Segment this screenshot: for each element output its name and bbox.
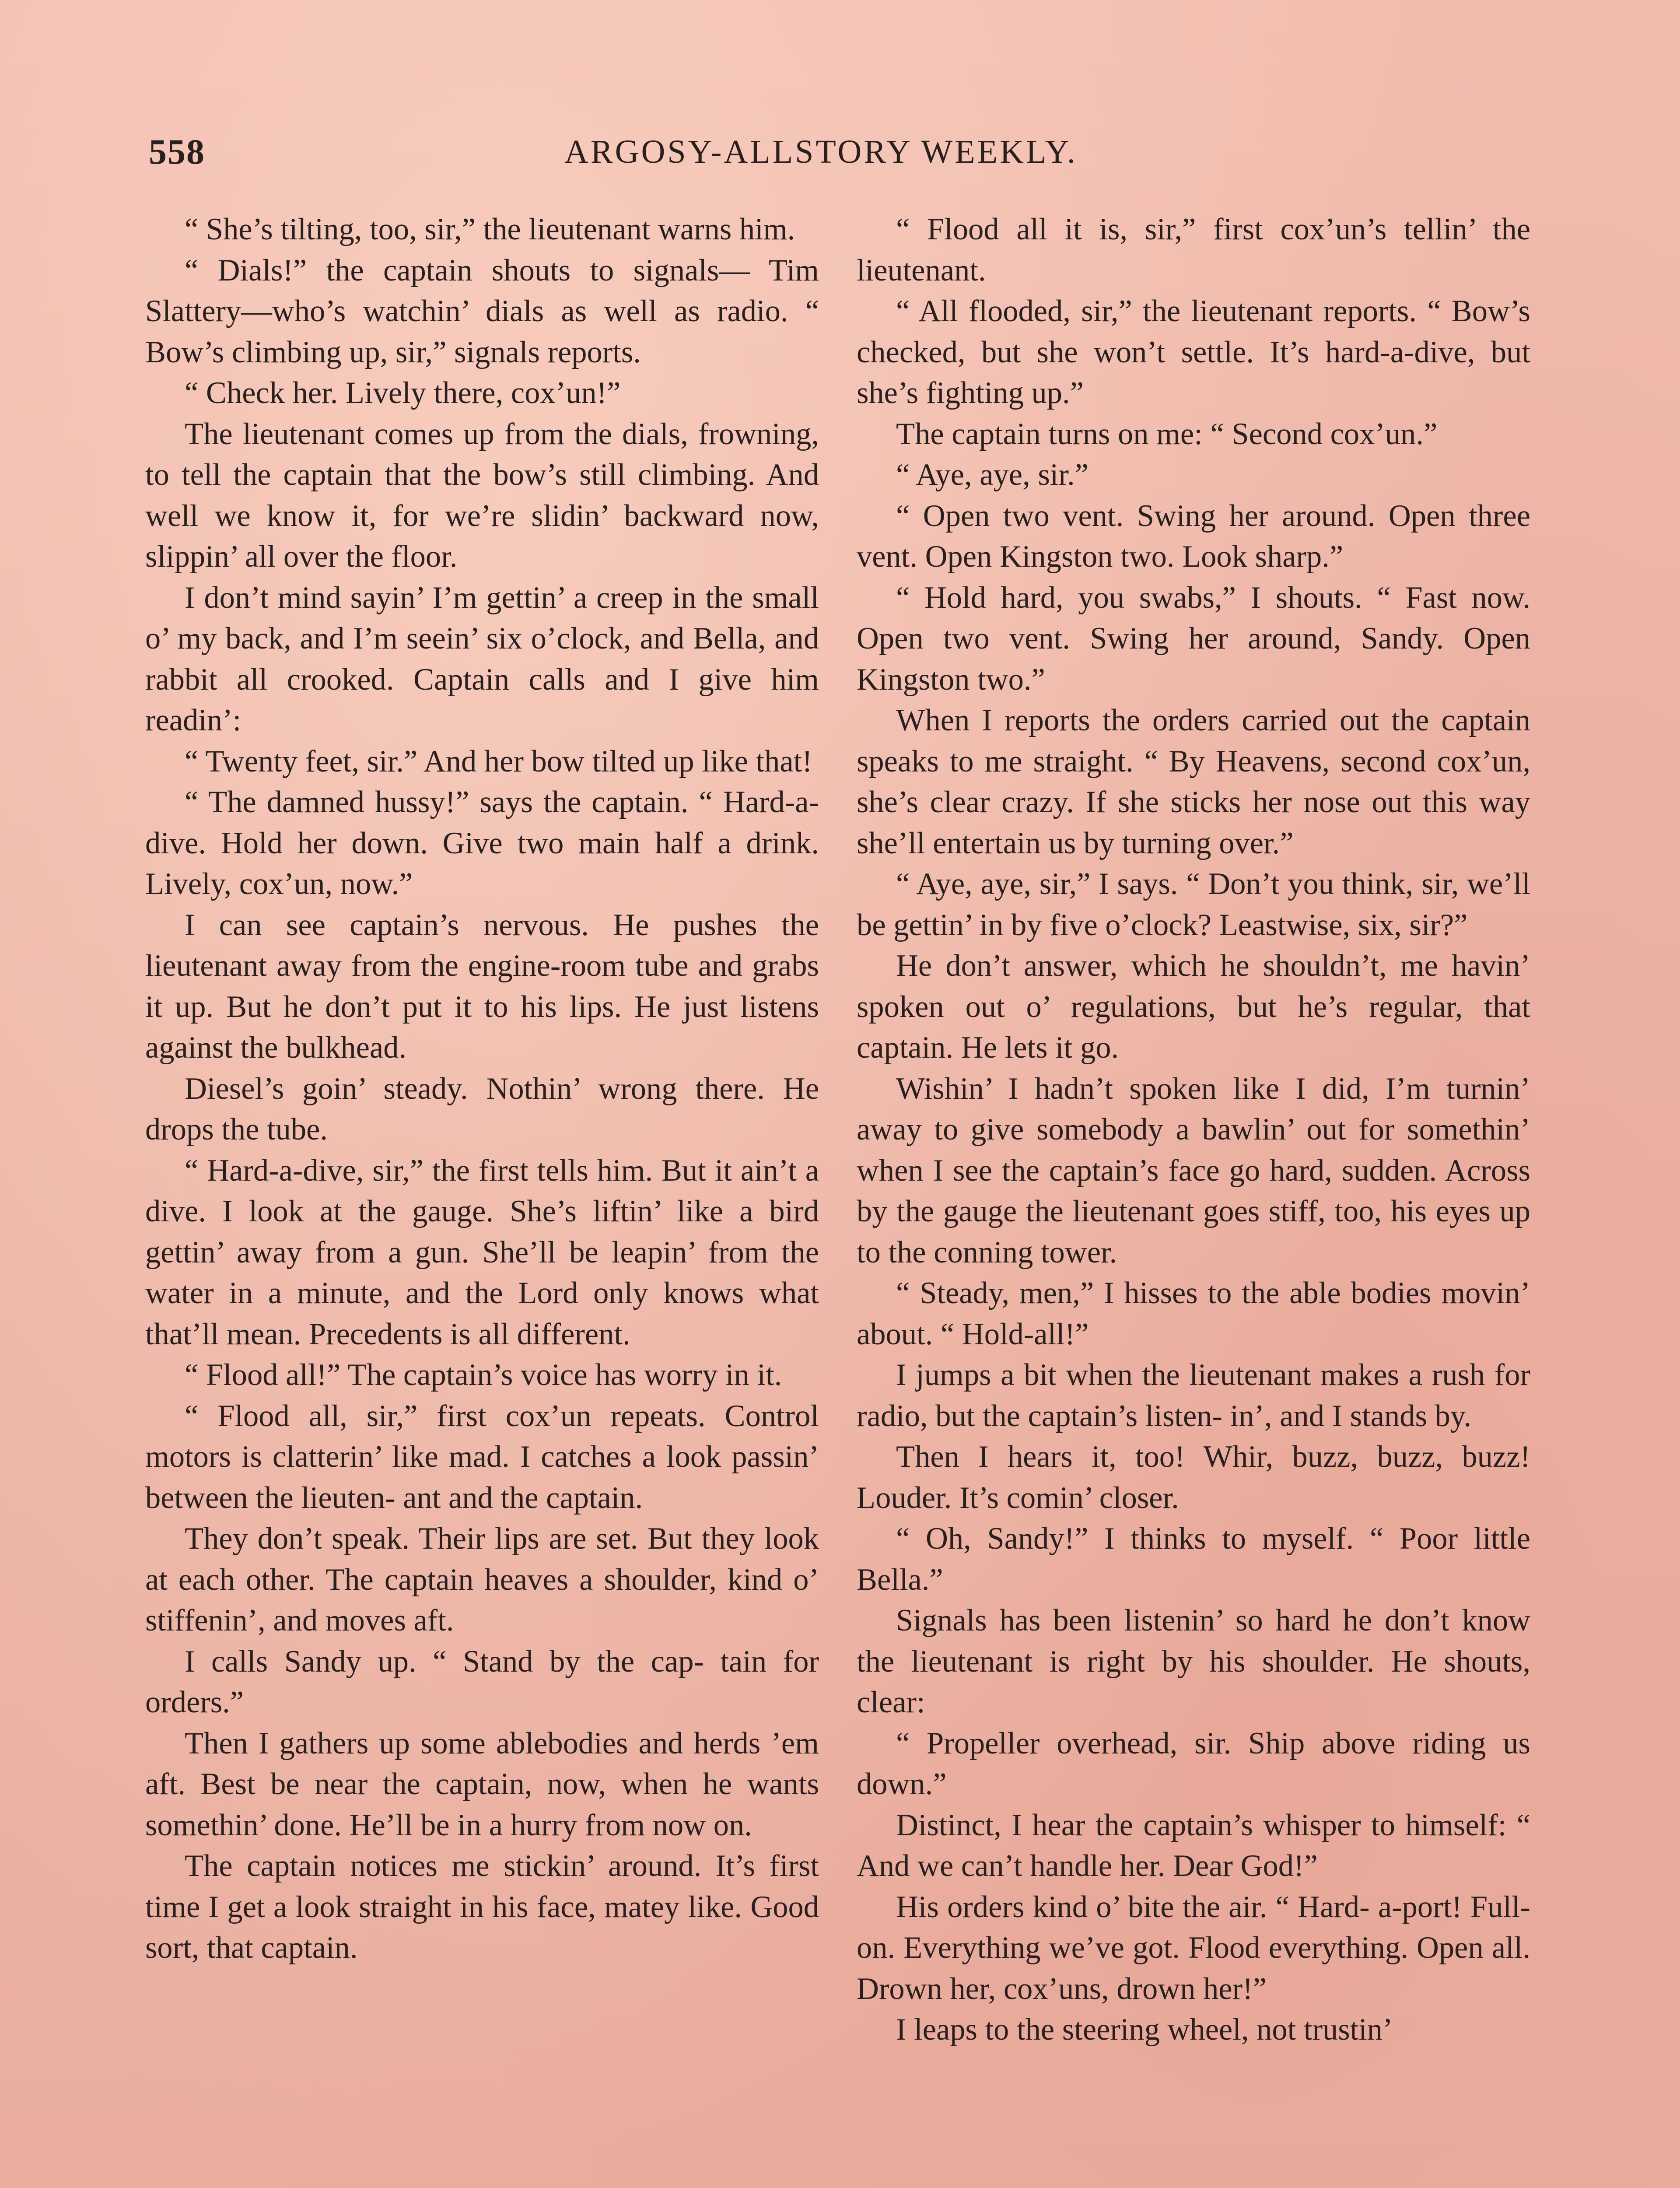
paragraph: “ Steady, men,” I hisses to the able bodies movin’ about. “ Hold-all!” [857,1276,1530,1351]
paragraph: “ Flood all it is, sir,” first cox’un’s tellin’ the lieutenant. [857,212,1530,288]
paragraph: “ Aye, aye, sir.” [896,458,1088,492]
paragraph: I can see captain’s nervous. He pushes the lieutenant away from the engine-room tube and grabs it up. But he don’t put it to his lips. He just listens against the bulkhead. [145,908,819,1065]
paragraph: “ Propeller overhead, sir. Ship above riding us down.” [857,1726,1530,1801]
paragraph: Distinct, I hear the captain’s whisper to himself: “ And we can’t handle her. Dear God!” [857,1808,1530,1883]
paragraph: I calls Sandy up. “ Stand by the cap- tain for orders.” [145,1644,819,1719]
paragraph: The lieutenant comes up from the dials, frowning, to tell the captain that the bow’s still climbing. And well we know it, for we’re slidin’ backward now, slippin’ all over the floor. [145,417,819,574]
paragraph: Diesel’s goin’ steady. Nothin’ wrong there. He drops the tube. [145,1071,819,1147]
paragraph: Wishin’ I hadn’t spoken like I did, I’m turnin’ away to give somebody a bawlin’ out for somethin’ when I see the captain’s face go hard, sudden. Across by the gauge the lieutenant goes stiff, too, his eyes up to the conning tower. [857,1071,1530,1269]
paragraph: “ The damned hussy!” says the captain. “ Hard-a-dive. Hold her down. Give two main half a drink. Lively, cox’un, now.” [145,785,819,901]
paragraph: “ Oh, Sandy!” I thinks to myself. “ Poor little Bella.” [857,1522,1530,1597]
paragraph: “ Twenty feet, sir.” And her bow tilted up like that! [185,744,812,778]
paragraph: “ She’s tilting, too, sir,” the lieutenant warns him. [185,212,795,246]
right-column [857,209,1530,2051]
paragraph: I leaps to the steering wheel, not trustin’ [896,2013,1393,2047]
paragraph: “ Hold hard, you swabs,” I shouts. “ Fast now. Open two vent. Swing her around, Sandy. Open Kingston two.” [857,580,1530,697]
paragraph: When I reports the orders carried out the captain speaks to me straight. “ By Heavens, second cox’un, she’s clear crazy. If she sticks her nose out this way she’ll entertain us by turning over.” [857,703,1530,860]
page-header [149,131,1562,184]
running-title: ARGOSY-ALLSTORY WEEKLY. [564,133,1078,170]
paragraph: The captain turns on me: “ Second cox’un.” [896,417,1438,451]
left-column [145,209,819,1969]
page-number: 558 [149,132,205,172]
paragraph: “ Dials!” the captain shouts to signals— Tim Slattery—who’s watchin’ dials as well as radio. “ Bow’s climbing up, sir,” signals reports. [145,253,819,369]
paragraph: He don’t answer, which he shouldn’t, me havin’ spoken out o’ regulations, but he’s regular, that captain. He lets it go. [857,949,1530,1065]
paragraph: “ All flooded, sir,” the lieutenant reports. “ Bow’s checked, but she won’t settle. It’s hard-a-dive, but she’s fighting up.” [857,294,1530,410]
paragraph: I don’t mind sayin’ I’m gettin’ a creep in the small o’ my back, and I’m seein’ six o’clock, and Bella, and rabbit all crooked. Captain calls and I give him readin’: [145,580,819,737]
paragraph: “ Flood all!” The captain’s voice has worry in it. [185,1358,782,1392]
paragraph: His orders kind o’ bite the air. “ Hard- a-port! Full-on. Everything we’ve got. Flood everything. Open all. Drown her, cox’uns, drown her!” [857,1890,1530,2006]
paragraph: “ Hard-a-dive, sir,” the first tells him. But it ain’t a dive. I look at the gauge. She’s liftin’ like a bird gettin’ away from a gun. She’ll be leapin’ from the water in a minute, and the Lord only knows what that’ll mean. Precedents is all different. [145,1153,819,1351]
paragraph: “ Aye, aye, sir,” I says. “ Don’t you think, sir, we’ll be gettin’ in by five o’clock? Leastwise, six, sir?” [857,867,1530,942]
paragraph: They don’t speak. Their lips are set. But they look at each other. The captain heaves a shoulder, kind o’ stiffenin’, and moves aft. [145,1522,819,1637]
paragraph: “ Flood all, sir,” first cox’un repeats. Control motors is clatterin’ like mad. I catches a look passin’ between the lieuten- ant and the captain. [145,1399,819,1515]
paragraph: “ Check her. Lively there, cox’un!” [185,376,621,410]
paragraph: Signals has been listenin’ so hard he don’t know the lieutenant is right by his shoulder. He shouts, clear: [857,1603,1530,1719]
paragraph: Then I gathers up some ablebodies and herds ’em aft. Best be near the captain, now, when he wants somethin’ done. He’ll be in a hurry from now on. [145,1726,819,1842]
paragraph: I jumps a bit when the lieutenant makes a rush for radio, but the captain’s listen- in’, and I stands by. [857,1358,1530,1433]
paragraph: “ Open two vent. Swing her around. Open three vent. Open Kingston two. Look sharp.” [857,498,1530,574]
paragraph: The captain notices me stickin’ around. It’s first time I get a look straight in his face, matey like. Good sort, that captain. [145,1849,819,1965]
paragraph: Then I hears it, too! Whir, buzz, buzz, buzz! Louder. It’s comin’ closer. [857,1440,1530,1515]
